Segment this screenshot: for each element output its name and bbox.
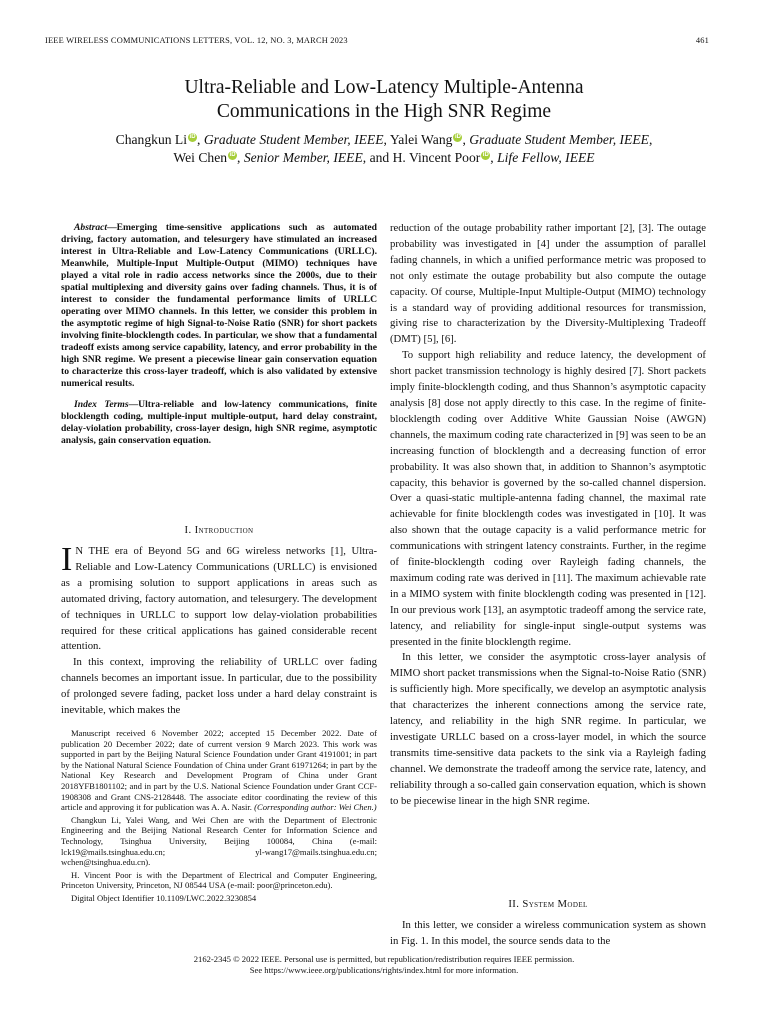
corresponding-author: (Corresponding author: Wei Chen.) xyxy=(254,802,377,813)
running-head xyxy=(45,36,709,45)
right-paragraph-1: reduction of the outage probability rather important [2], [3]. The outage probability was investigated in [4] under the assumption of parallel fading channels, in which a unified performance metric was proposed to not only estimate the outage probability but also compute the outage capacity. Of course, Multiple-Input Multiple-Output (MIMO) technology is a standard way of providing additional resources for transmission, giving rise to characterization by the Diversity-Multiplexing Tradeoff (DMT) [5], [6]. xyxy=(390,222,706,346)
author-line-2: Wei Chen iD , Senior Member, IEEE, and H. Vincent Poor iD , Life Fellow, IEEE xyxy=(173,150,595,165)
right-paragraph-2: To support high reliability and reduce latency, the development of short packet transmission technology is highly desired [7]. Short packets imply finite-blocklength coding, and thus Shannon’s asymptotic capacity analysis [8] dose not apply directly to this case. In the regime of finite-blocklength coding over Additive White Gaussian Noise (AWGN) channels, the maximum coding rate characterized in [9] was seen to be an increasing function of blocklength and a decreasing function of error probability. It was also shown that, in addition to Shannon’s asymptotic capacity, this behavior is governed by the so-called channel dispersion. Over a quasi-static multiple-antenna fading channel, the maximal rate achievable for finite blocklength codes was investigated in [10]. It was also shown that the outage capacity is a valid performance metric for communications with stringent latency constraints. Further, in the regime of finite-blocklength coding over Rayleigh fading channels, the maximum coding rate was derived in [11]. The maximum achievable rate in a MIMO system with finite blocklength coding was presented in [12]. In our previous work [13], an asymptotic tradeoff among the service rate, latency, and reliability for single-input single-output systems was presented in the finite blocklength regime. xyxy=(390,349,706,648)
section-heading-system-model: II. System Model xyxy=(508,898,588,910)
abstract-block xyxy=(61,222,377,447)
orcid-icon[interactable]: iD xyxy=(482,152,489,159)
intro-paragraph-1 xyxy=(61,541,377,655)
copyright-notice xyxy=(40,954,728,976)
footnote-manuscript-text: Manuscript received 6 November 2022; accepted 15 December 2022. Date of publication 20 December 2022; date of current version 9 March 2023. This work was supported in part by the Beijing Natural Science Foundation under Grant 4191001; in part by the National Natural Science Foundation of China under Grant 61971264; in part by the National Key Research and Development Program of China under Grant 2018YFB1801102; and in part by the U.S. National Science Foundation under Grant CCF-1908308 and Grant CNS-2128448. The associate editor coordinating the review of this article and approving it for publication was A. A. Nasir. xyxy=(61,728,377,813)
copyright-line-1: 2162-2345 © 2022 IEEE. Personal use is permitted, but republication/redistribution requires IEEE permission. xyxy=(193,954,575,964)
journal-name: IEEE WIRELESS COMMUNICATIONS LETTERS, VOL. 12, NO. 3, MARCH 2023 xyxy=(45,36,348,45)
right-paragraph-3: In this letter, we consider the asymptotic cross-layer analysis of MIMO short packet transmissions when the Signal-to-Noise Ratio (SNR) is sufficiently high. More specifically, we develop an asymptotic analysis that characterizes the inherent connections among the service rate, latency, and reliability in the high SNR regime. In particular, we investigate URLLC based on a cross-layer model, in which the source transmits time-sensitive data packets to the sink via a Rayleigh fading channel. We demonstrate the tradeoff among the service rate, latency, and reliability through a so-called gain conservation equation, which is shown to be piecewise linear in the high SNR regime. xyxy=(390,651,706,807)
right-column-body xyxy=(390,221,706,810)
footnotes xyxy=(61,728,377,904)
doi[interactable]: Digital Object Identifier 10.1109/LWC.2022.3230854 xyxy=(71,892,257,903)
copyright-line-2[interactable]: See https://www.ieee.org/publications/rights/index.html for more information. xyxy=(249,965,519,975)
orcid-icon[interactable]: iD xyxy=(229,152,236,159)
author-line-1: Changkun Li iD , Graduate Student Member, IEEE, Yalei Wang iD , Graduate Student Member, IEEE, xyxy=(115,132,653,147)
orcid-icon[interactable]: iD xyxy=(189,134,196,141)
author-role-2: Graduate Student Member, IEEE xyxy=(469,132,649,147)
abstract-text: —Emerging time-sensitive applications such as automated driving, factory automation, and telesurgery have stimulated an increased interest in Ultra-Reliable and Low-Latency Communications (URLLC). Meanwhile, Multiple-Input Multiple-Output (MIMO) techniques have played a vital role in radio access networks since the 2000s, due to their spatial multiplexing and diversity gains over fading channels. Thus, it is of interest to consider the fundamental performance limits of URLLC operating over MIMO channels. In this letter, we consider this problem in the asymptotic regime of high Signal-to-Noise Ratio (SNR) for short packets involving finite-blocklength codes. In particular, we show that a fundamental tradeoff exists among service capability, latency, and error probability in the high SNR regime. We present a piecewise linear gain conservation equation to characterize this cross-layer tradeoff, which is also validated by extensive numerical results. xyxy=(61,222,377,389)
intro-paragraph-1-text: N THE era of Beyond 5G and 6G wireless networks [1], Ultra-Reliable and Low-Latency Communications (URLLC) is envisioned as a promising solution to support applications in areas such as automated driving, factory automation, and telesurgery. The development of techniques in URLLC to support low delay-violation probabilities required for these critical applications has gained considerable recent attention. xyxy=(61,545,377,653)
index-terms xyxy=(61,399,377,447)
section-heading-introduction: I. Introduction xyxy=(184,524,254,536)
footnote-manuscript xyxy=(61,728,377,813)
abstract-lead: Abstract xyxy=(74,222,108,233)
page-number: 461 xyxy=(695,36,709,45)
author-name-2: Yalei Wang xyxy=(389,132,453,147)
author-list xyxy=(40,131,728,167)
author-role-4: Life Fellow, IEEE xyxy=(497,150,595,165)
footnote-affiliation-1: Changkun Li, Yalei Wang, and Wei Chen are with the Department of Electronic Engineering and the Beijing National Research Center for Information Science and Technology, Tsinghua University, Beijing 100084, China (e-mail: lck19@mails.tsinghua.edu.cn; yl-wang17@mails.tsinghua.edu.cn; wchen@tsinghua.edu.cn). xyxy=(61,814,377,868)
index-terms-lead: Index Terms xyxy=(74,399,129,410)
system-model-body xyxy=(390,918,706,950)
paper-title xyxy=(40,76,728,124)
title-line-2: Communications in the High SNR Regime xyxy=(216,101,552,122)
index-terms-text: —Ultra-reliable and low-latency communications, finite blocklength coding, multiple-input multiple-output, hard delay constraint, delay-violation probability, cross-layer design, high SNR regime, asymptotic analysis, gain conservation equation. xyxy=(61,399,377,446)
system-model-paragraph-1: In this letter, we consider a wireless communication system as shown in Fig. 1. In this model, the source sends data to the xyxy=(390,919,706,947)
author-name-3: Wei Chen xyxy=(173,150,228,165)
author-name-4: H. Vincent Poor xyxy=(392,150,481,165)
orcid-icon[interactable]: iD xyxy=(454,134,461,141)
introduction-body xyxy=(61,541,377,719)
author-role-1: Graduate Student Member, IEEE xyxy=(203,132,384,147)
author-and: and xyxy=(369,150,390,165)
author-name-1: Changkun Li xyxy=(115,132,188,147)
title-line-1: Ultra-Reliable and Low-Latency Multiple-Antenna xyxy=(184,77,584,98)
footnote-affiliation-2: H. Vincent Poor is with the Department of Electrical and Computer Engineering, Princeton University, Princeton, NJ 08544 USA (e-mail: poor@princeton.edu). xyxy=(61,869,377,891)
abstract xyxy=(61,222,377,390)
intro-paragraph-2: In this context, improving the reliability of URLLC over fading channels becomes an important issue. In particular, due to the possibility of prolonged severe fading, packet loss under a hard delay constraint is inevitable, which makes the xyxy=(61,656,377,717)
author-role-3: Senior Member, IEEE xyxy=(243,150,363,165)
drop-cap: I xyxy=(61,541,73,578)
